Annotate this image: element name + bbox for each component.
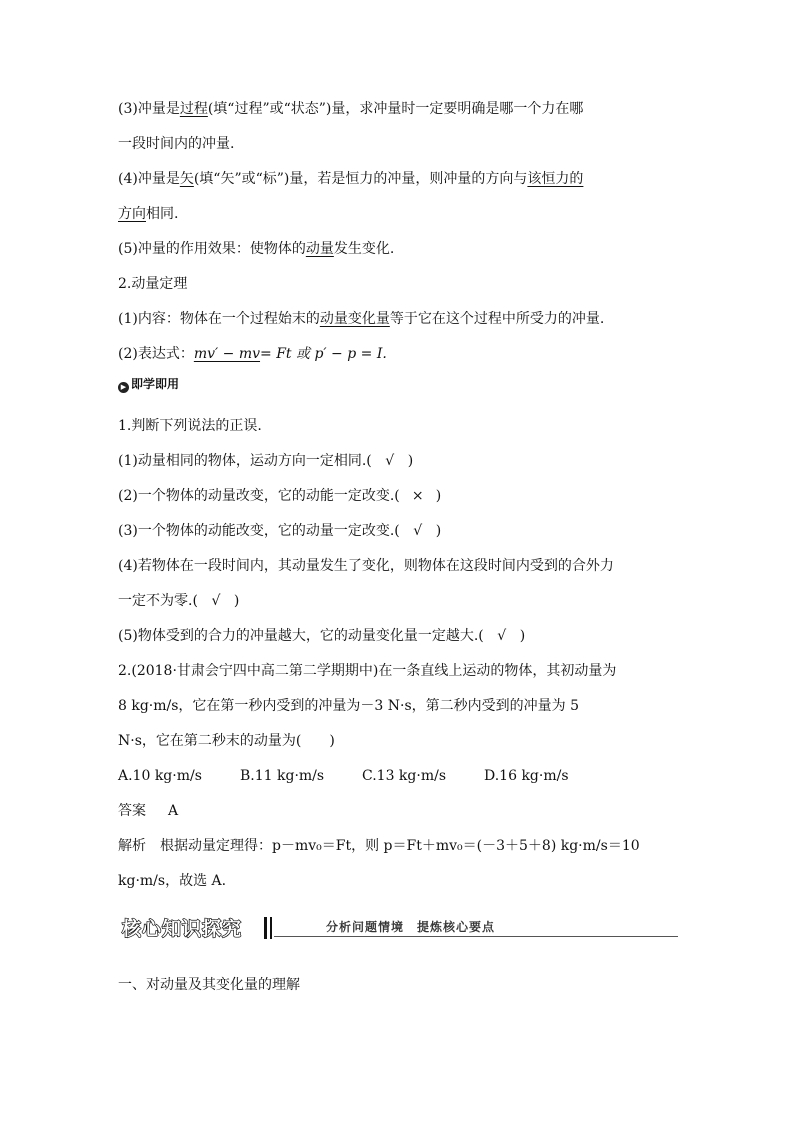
text-span: (填“过程”或“状态”)量，求冲量时一定要明确是哪一个力在哪	[207, 101, 584, 117]
text-span: (1)内容：物体在一个过程始末的	[118, 311, 320, 327]
impulse-vector-line	[118, 169, 583, 189]
section-title: 核心知识探究	[122, 918, 243, 940]
formula-blank: mv′ − mv	[193, 346, 261, 362]
impulse-process-line	[118, 99, 583, 119]
text-span: (4)冲量是	[118, 171, 180, 187]
answer-blank: 方向	[118, 206, 146, 222]
answer-label: 答案	[118, 803, 146, 819]
formula-text: = Ft 或 p′ − p = I.	[260, 346, 387, 362]
section-subtitle: 分析问题情境 提炼核心要点	[326, 920, 496, 934]
option-d: D.16 kg·m/s	[484, 768, 569, 784]
question-2-line-1: 2.(2018·甘肃会宁四中高二第二学期期中)在一条直线上运动的物体，其初动量为	[118, 663, 617, 679]
question-1-title: 1.判断下列说法的正误.	[118, 418, 262, 434]
theorem-heading: 2.动量定理	[118, 276, 188, 292]
option-c: C.13 kg·m/s	[362, 768, 446, 784]
item-text: (2)一个物体的动量改变，它的动能一定改变.(	[118, 488, 400, 504]
item-close: )	[407, 453, 414, 469]
check-mark: √	[413, 523, 423, 539]
section-heading: 一、对动量及其变化量的理解	[118, 977, 300, 993]
impulse-vector-line-2	[118, 204, 178, 224]
option-b: B.11 kg·m/s	[240, 768, 325, 784]
analysis-label: 解析	[118, 838, 146, 854]
check-mark: √	[211, 593, 221, 609]
question-item	[118, 626, 525, 646]
item-close: )	[519, 628, 526, 644]
item-close: )	[435, 523, 442, 539]
question-item	[118, 451, 413, 471]
cross-mark: ×	[411, 488, 424, 504]
badge-label: 即学即用	[131, 377, 180, 391]
banner-rule	[274, 936, 678, 937]
question-2-line-3: N·s，它在第二秒末的动量为( )	[118, 733, 335, 749]
text-span: 等于它在这个过程中所受力的冲量.	[389, 311, 605, 327]
impulse-process-line-2: 一段时间内的冲量.	[118, 136, 235, 152]
question-item	[118, 521, 441, 541]
question-2-line-2: 8 kg·m/s，它在第一秒内受到的冲量为－3 N·s，第二秒内受到的冲量为 5	[118, 698, 580, 714]
item-text: (4)若物体在一段时间内，其动量发生了变化，则物体在这段时间内受到的合外力	[118, 558, 614, 574]
item-text: (3)一个物体的动能改变，它的动量一定改变.(	[118, 523, 400, 539]
question-item-continued	[118, 591, 239, 611]
item-close: )	[233, 593, 240, 609]
text-span: 发生变化.	[333, 241, 395, 257]
banner-bar	[264, 917, 267, 939]
option-a: A.10 kg·m/s	[118, 768, 202, 784]
check-mark: √	[497, 628, 507, 644]
item-text: (1)动量相同的物体，运动方向一定相同.(	[118, 453, 372, 469]
text-span: (2)表达式：	[118, 346, 194, 362]
section-banner	[118, 912, 678, 942]
analysis-text: 根据动量定理得：p－mv₀＝Ft，则 p＝Ft＋mv₀＝(－3＋5＋8) kg·m/s＝10	[160, 838, 640, 854]
play-icon: ▶	[118, 382, 129, 393]
text-span: 相同.	[146, 206, 179, 222]
item-text: (5)物体受到的合力的冲量越大，它的动量变化量一定越大.(	[118, 628, 484, 644]
answer-blank: 动量变化量	[319, 311, 390, 327]
answer-blank: 过程	[179, 101, 208, 117]
item-text: 一定不为零.(	[118, 593, 198, 609]
answer-line	[118, 801, 178, 821]
text-span: (5)冲量的作用效果：使物体的	[118, 241, 306, 257]
banner-bar	[270, 917, 272, 939]
text-span: (填“矢”或“标”)量，若是恒力的冲量，则冲量的方向与	[193, 171, 528, 187]
analysis-line-2: kg·m/s，故选 A.	[118, 873, 227, 889]
theorem-expression-line	[118, 344, 387, 364]
question-item	[118, 486, 441, 506]
practice-badge	[118, 376, 179, 393]
item-close: )	[435, 488, 442, 504]
text-span: (3)冲量是	[118, 101, 180, 117]
impulse-effect-line	[118, 239, 394, 259]
answer-blank: 动量	[305, 241, 334, 257]
answer-blank: 矢	[179, 171, 194, 187]
analysis-line-1	[118, 836, 640, 856]
answer-blank: 该恒力的	[527, 171, 584, 187]
question-item	[118, 556, 614, 576]
answer-value: A	[168, 803, 179, 819]
theorem-content-line	[118, 309, 604, 329]
check-mark: √	[385, 453, 395, 469]
